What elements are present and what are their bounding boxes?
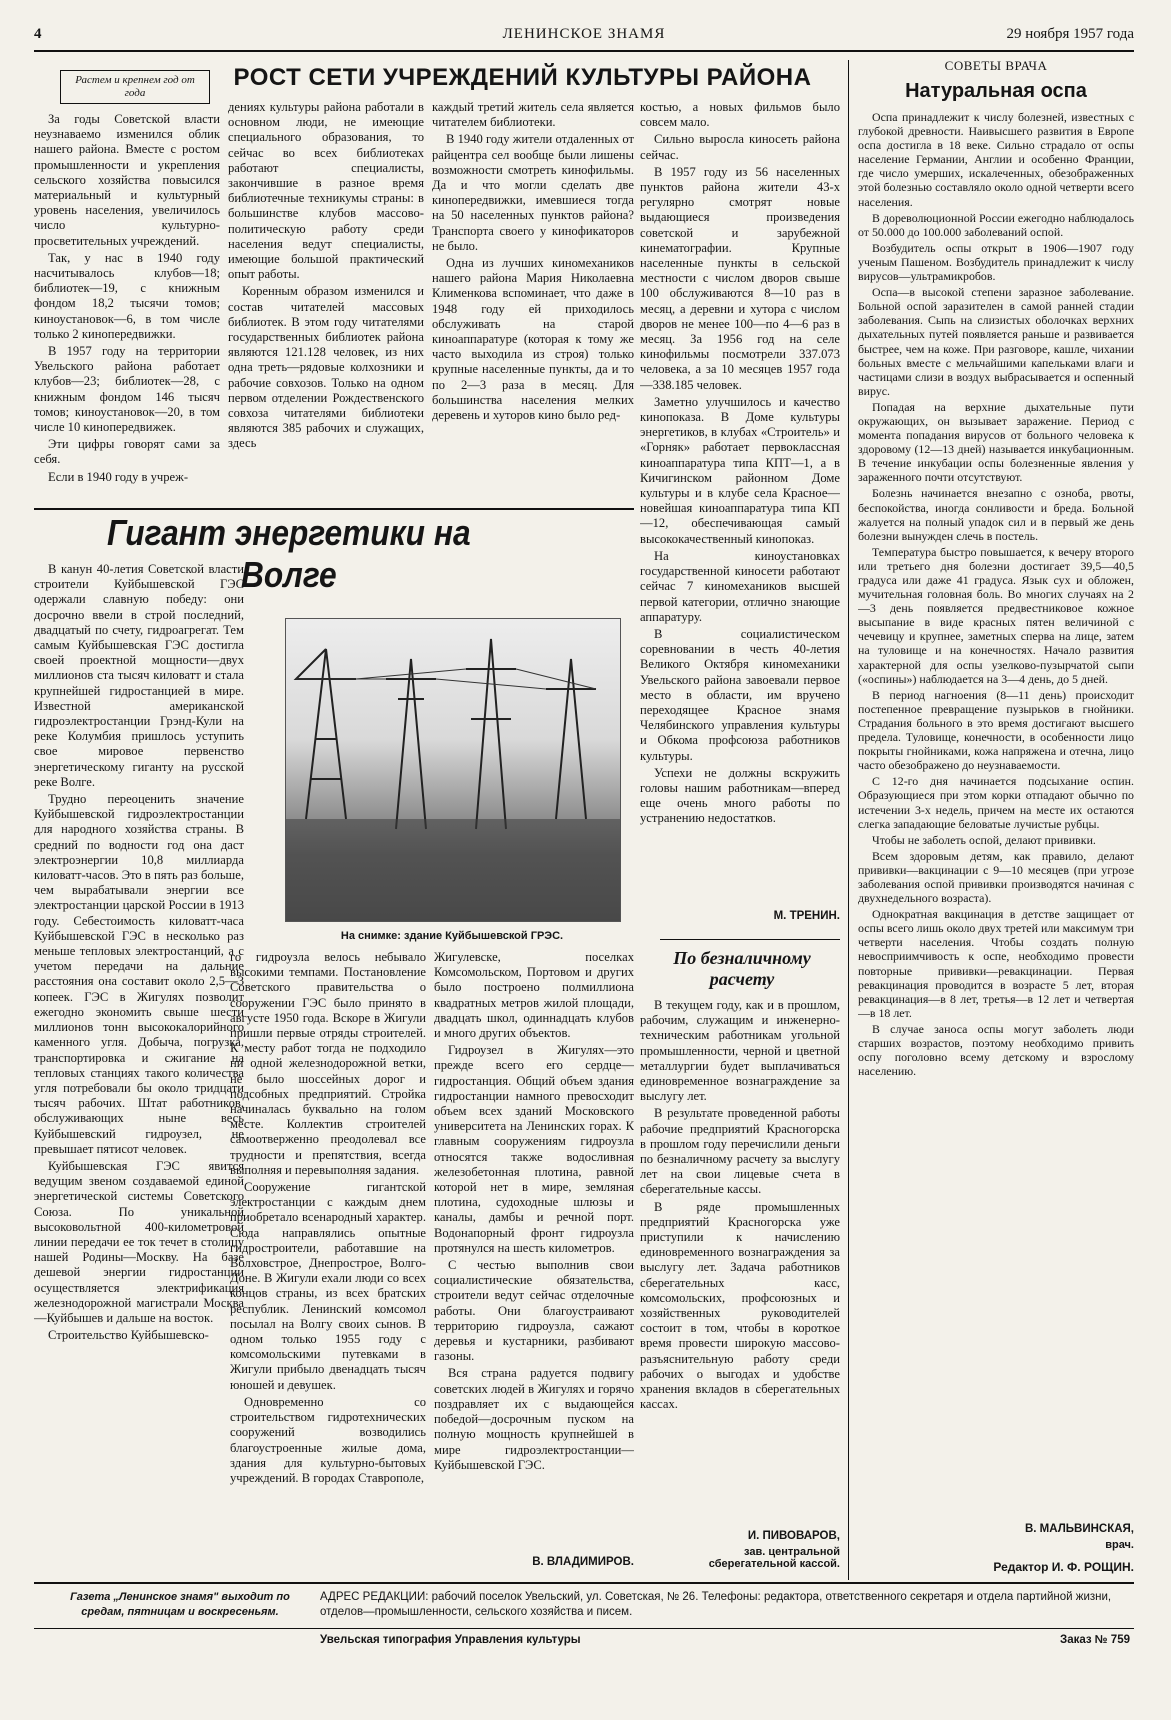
culture-title: РОСТ СЕТИ УЧРЕЖДЕНИЙ КУЛЬТУРЫ РАЙОНА (233, 64, 812, 91)
printer-credit: Увельская типография Управления культуры (320, 1634, 581, 1646)
section-divider (34, 508, 634, 510)
editorial-address: АДРЕС РЕДАКЦИИ: рабочий поселок Увельский, ул. Советская, № 26. Телефоны: редактора, ответственного секретаря и отдела партийной жизни, отделов—промышленности, сельского хозяйства и писем. (320, 1591, 1112, 1618)
order-number: Заказ № 759 (1059, 1634, 1130, 1646)
article-divider (660, 939, 840, 940)
cashless-title: По безналичному расчету (673, 948, 811, 989)
volga-col-2: го гидроузла велось небывало высокими темпами. Постановление Советского правительства о сооружении ГЭС было принято в августе 1950 года. Вскоре в Жигули пришли первые отряды строителей. К месту работ тогда не подходило ни одной железнодорожной ветки, не было шоссейных дорог и подсобных предприятий. Стройка начиналась буквально на голом месте. Коллектив строителей самоотверженно преодолевал все трудности и препятствия, всегда выполняя и перевыполняя задания. Сооружение гигантской электростанции с каждым днем приобретало всенародный характер. Сюда направлялись опытные гидростроители, работавшие на Волховстрое, Днепрострое, Волго-Доне. В Жигули ехали люди со всех концов страны, из всех братских республик. Ленинский комсомол посылал на Волгу своих сынов. В одном только 1955 году с комсомольскими путевками в Жигули прибыло двенадцать тысяч юношей и девушек. Одновременно со строительством гидротехнических сооружений возводились благоустроенные жилые дома, здания для культурно-бытовых учреждений. В городах Ставрополе, (230, 950, 426, 1485)
cashless-author: И. ПИВОВАРОВ, (747, 1530, 840, 1542)
hydro-station-photo (285, 618, 621, 922)
photo-caption: На снимке: здание Куйбышевской ГРЭС. (340, 930, 564, 942)
publication-schedule: Газета „Ленинское знамя" выходит по средам, пятницам и воскресеньям. (70, 1591, 290, 1618)
page-header (34, 22, 1134, 48)
culture-col-4: костью, а новых фильмов было совсем мало. Сильно выросла киносеть района сейчас. В 1957 году из 56 населенных пунктов района жители 43-х регулярно смотрят новые выдающиеся произведения советской и зарубежной кинематографии. Крупные населенные пункты в сельской местности с числом дворов свыше 100 обслуживаются 8—10 раз в месяц, а деревни и хутора с числом дворов не менее 100—по 4—6 раз в месяц. За 1956 год на селе кинофильмы посмотрели 337.073 человека, а за 10 месяцев 1957 года—338.185 человек. Заметно улучшилось и качество кинопоказа. В Доме культуры энергетиков, в клубах «Строитель» и «Горняк» работает первоклассная киноаппаратура типа КПТ—1, а в Кичигинском районном Доме культуры и в клубе села Красное—новейшая киноаппаратура типа КП—12, обеспечивающая самый высококачественный кинопоказ. На киноустановках государственной киносети работают сейчас 7 киномехаников высшей первой категории, отлично знающие аппаратуру. В социалистическом соревновании в честь 40-летия Великого Октября киномеханики Увельского района завоевали первое место в области, им вручено переходящее Красное знамя Челябинского управления культуры и Обкома профсоюза работников культуры. Успехи не должны вскружить головы нашим работникам—вперед еще очень много работы по устранению недостатков. (640, 100, 840, 826)
footer-rule-bottom (34, 1628, 1134, 1629)
culture-col-2: дениях культуры района работали в основном люди, не имеющие специального образования, то сейчас во всех библиотеках работают специалисты, закончившие в разное время библиотечные техникумы страны: в большинстве клубов массово-политическую работу среди населения ведут специалисты, имеющие большой практический опыт работы. Коренным образом изменился и состав читателей массовых библиотек. В этом году читателями государственных библиотек района являются 121.128 человек, из них одна треть—рядовые колхозники и рабочие совхозов. Только на одном первом отделении Рождественского совхоза читателями библиотеки являются 385 рабочих и служащих, здесь (228, 100, 424, 451)
culture-col-3: каждый третий житель села является читателем библиотеки. В 1940 году жители отдаленных от райцентра сел вообще были лишены возможности смотреть кинофильмы. Да и что могли сделать две кинопередвижки, имевшиеся тогда на 50 населенных пунктов района? Транспорта своего у кинофикаторов не было. Одна из лучших киномехаников нашего района Мария Николаевна Клименкова вспоминает, что даже в 1948 году ей приходилось обслуживать на старой киноаппаратуре (которая к тому же часто выходила из строя) только крупные населенные пункты, да и то по 2—3 раза в месяц. Для большинства населения мелких деревень и хуторов кино было ред- (432, 100, 634, 423)
issue-date: 29 ноября 1957 года (1006, 26, 1134, 42)
culture-author: М. ТРЕНИН. (773, 910, 840, 922)
column-rule (848, 60, 849, 1580)
volga-title: Гигант энергетики на Волге (106, 512, 471, 595)
cashless-body: В текущем году, как и в прошлом, рабочим, служащим и инженерно-техническим работникам угольной промышленности, черной и цветной металлургии будет выплачиваться единовременное вознаграждение за выслугу лет. В результате проведенной работы рабочие предприятий Красногорска в прошлом году перечислили деньги по безналичному расчету за выслугу лет на свои лицевые счета в сберегательные кассы. В ряде промышленных предприятий Красногорска уже приступили к начислению единовременного вознаграждения за выслугу лет. Задача работников сберегательных касс, комсомольских, профсоюзных и хозяйственных руководителей состоит в том, чтобы в короткое время провести широкую массово-разъяснительную работу среди рабочих о выгодах и удобстве хранения вкладов в сберегательных кассах. (640, 998, 840, 1412)
health-title: Натуральная оспа (905, 80, 1087, 102)
health-rubric: СОВЕТЫ ВРАЧА (944, 58, 1048, 73)
cashless-author-title: зав. центральной сберегательной кассой. (708, 1546, 840, 1570)
editor-credit: Редактор И. Ф. РОЩИН. (993, 1560, 1134, 1574)
volga-col-1: В канун 40-летия Советской власти строители Куйбышевской ГЭС одержали славную победу: они досрочно ввели в строй последний, двадцатый по счету, гидроагрегат. Тем самым Куйбышевская ГЭС достигла своей проектной мощности—двух миллионов ста тысяч киловатт и стала крупнейшей гидростанцией в мире. Известной американской гидроэлектростанции Грэнд-Кули на реке Колумбия пришлось уступить свое мировое первенство энергетическому гиганту на русской реке Волге. Трудно переоценить значение Куйбышевской гидроэлектростанции для народного хозяйства страны. В средний по водности год она даст электроэнергии 10,8 миллиарда киловатт-часов. Это в пять раз больше, чем вырабатывали энергии все электростанции царской России в 1913 году. Себестоимость киловатт-часа Куйбышевской ГЭС в несколько раз меньше тепловых электростанций, а с учетом передачи на дальние расстояния она составит около 2,5—3 копеек. ГЭС в Жигулях позволит ежегодно экономить свыше шести миллионов тонн высококалорийного каменного угля. Добыча, погрузка, транспортировка и сжигание на тепловых станциях такого количества угля потребовали бы около тридцати тысяч рабочих. Штат работников, обслуживающих ныне весь Куйбышевский гидроузел, не превышает пятисот человек. Куйбышевская ГЭС явится ведущим звеном создаваемой единой энергетической системы Советского Союза. По уникальной высоковольтной 400-километровой линии передачи ее ток течет в столицу нашей Родины—Москву. На базе дешевой энергии гидростанции осуществляется электрификация железнодорожной магистрали Москва—Куйбышев и дальше на восток. Строительство Куйбышевско- (34, 562, 244, 1343)
health-author-title: врач. (1105, 1539, 1134, 1551)
newspaper-name: ЛЕНИНСКОЕ ЗНАМЯ (502, 26, 666, 42)
header-rule (34, 50, 1134, 52)
health-body: Оспа принадлежит к числу болезней, известных с глубокой древности. Наивысшего развития в Европе оспа достигла в 18 веке. Сильно страдало от оспы население Германии, Англии и особенно Франции, где число умерших, искалеченных, обезображенных этой болезнью составляло около одной четверти всего населения. В дореволюционной России ежегодно наблюдалось от 50.000 до 100.000 заболеваний оспой. Возбудитель оспы открыт в 1906—1907 году ученым Пашеном. Возбудитель принадлежит к числу вирусов—ультрамикробов. Оспа—в высокой степени заразное заболевание. Больной оспой заразителен в самой ранней стадии заболевания. Сыпь на слизистых оболочках верхних дыхательных путей появляется раньше и развивается быстрее, чем на коже. При разговоре, кашле, чихании больных вместе с мельчайшими капельками влаги и частицами слизи в воздух выбрасывается и оспенный вирус. Попадая на верхние дыхательные пути окружающих, он вызывает заражение. Период с момента попадания вирусов от больного человека к здоровому (12—13 дней) называется инкубационным. В течение инкубации оспы болезненные явления у зараженного почти отсутствуют. Болезнь начинается внезапно с озноба, рвоты, беспокойства, иногда сонливости и бреда. Больной жалуется на полный упадок сил и в первый же день болезни вынужден слечь в постель. Температура быстро повышается, к вечеру второго или третьего дня болезни достигает 39,5—40,5 градуса или даже 41 градуса. Язык сух и обложен, мучительная головная боль. Во многих случаях на 2—3 день появляется предвестниковое кожное высыпание в виде красных пятен величиной с чечевицу и крупнее, заметных сперва на лице, затем на туловище и на конечностях. Начало развития характерной для оспы узелково-пузырчатой сыпи («оспины») наблюдается на 3—4 день, до 5 дней. В период нагноения (8—11 день) происходит постепенное превращение пузырьков в гнойники. Страдания больного в это время достигают высшего предела. Туловище, конечности, в особенности лицо покрыты гнойниками, кожа напряжена и отечна, лицо часто обезображено до неузнаваемости. С 12-го дня начинается подсыхание оспин. Образующиеся при этом корки отпадают обычно по истечении 3-х недель, причем на месте их остаются слегка западающие беловатые лучистые рубцы. Чтобы не заболеть оспой, делают прививки. Всем здоровым детям, как правило, делают прививки—вакцинации с 9—10 месяцев (при угрозе заболевания оспой прививки производятся начиная с двухнедельного возраста). Однократная вакцинация в детстве защищает от оспы всего лишь около двух третей или максимум три четверти населения. Чтобы создать полную невосприимчивость к оспе, необходимо провести повторные прививки—ревакцинации. Первая ревакцинация проводится в возрасте 5 лет, вторая ревакцинация—в 8 лет, третья—в 12 лет и четвертая—в 18 лет. В случае заноса оспы могут заболеть люди старших возрастов, поэтому необходимо привить оспу поголовно всему детскому и взрослому населению. (858, 110, 1134, 1079)
page-number: 4 (34, 26, 42, 42)
pylons-illustration (286, 619, 620, 921)
footer-rule-top (34, 1582, 1134, 1584)
health-author: В. МАЛЬВИНСКАЯ, (1024, 1523, 1134, 1535)
volga-col-3: Жигулевске, поселках Комсомольском, Портовом и других было построено полмиллиона квадратных метров жилой площади, двадцать школ, одиннадцать клубов и много других объектов. Гидроузел в Жигулях—это прежде всего его сердце—гидростанция. Общий объем здания гидростанции намного превосходит объем всех зданий Московского университета на Ленинских горах. К главным сооружениям гидроузла относятся также водосливная железобетонная плотина, равной которой нет в мире, земляная плотина, судоходные шлюзы и каналы, дамбы и речной порт. Водонапорный фронт гидроузла протянулся на шесть километров. С честью выполнив свои социалистические обязательства, строители ведут сейчас отделочные работы. Они благоустраивают территорию гидроузла, сажают деревья и кустарники, разбивают газоны. Вся страна радуется подвигу советских людей в Жигулях и горячо поздравляет их с выдающейся победой—досрочным пуском на полную мощность крупнейшей в мире гидроэлектростанции—Куйбышевской ГЭС. (434, 950, 634, 1472)
culture-col-1: За годы Советской власти неузнаваемо изменился облик нашего района. Вместе с ростом промышленности и укрепления сельского хозяйства повысился материальный и культурный уровень населения, увеличилось число культурно-просветительных учреждений. Так, у нас в 1940 году насчитывалось клубов—18; библиотек—19, с книжным фондом 18,2 тысячи томов; киноустановок—6, в том числе только 2 кинопередвижки. В 1957 году на территории Увельского района работает клубов—23; библиотек—28, с книжным фондом 146 тысяч томов; киноустановок—20, в том числе 10 кинопередвижек. Эти цифры говорят сами за себя. Если в 1940 году в учреж- (34, 112, 220, 484)
volga-author: В. ВЛАДИМИРОВ. (532, 1556, 634, 1568)
rubric-tag: Растем и крепнем год от года (60, 70, 210, 104)
